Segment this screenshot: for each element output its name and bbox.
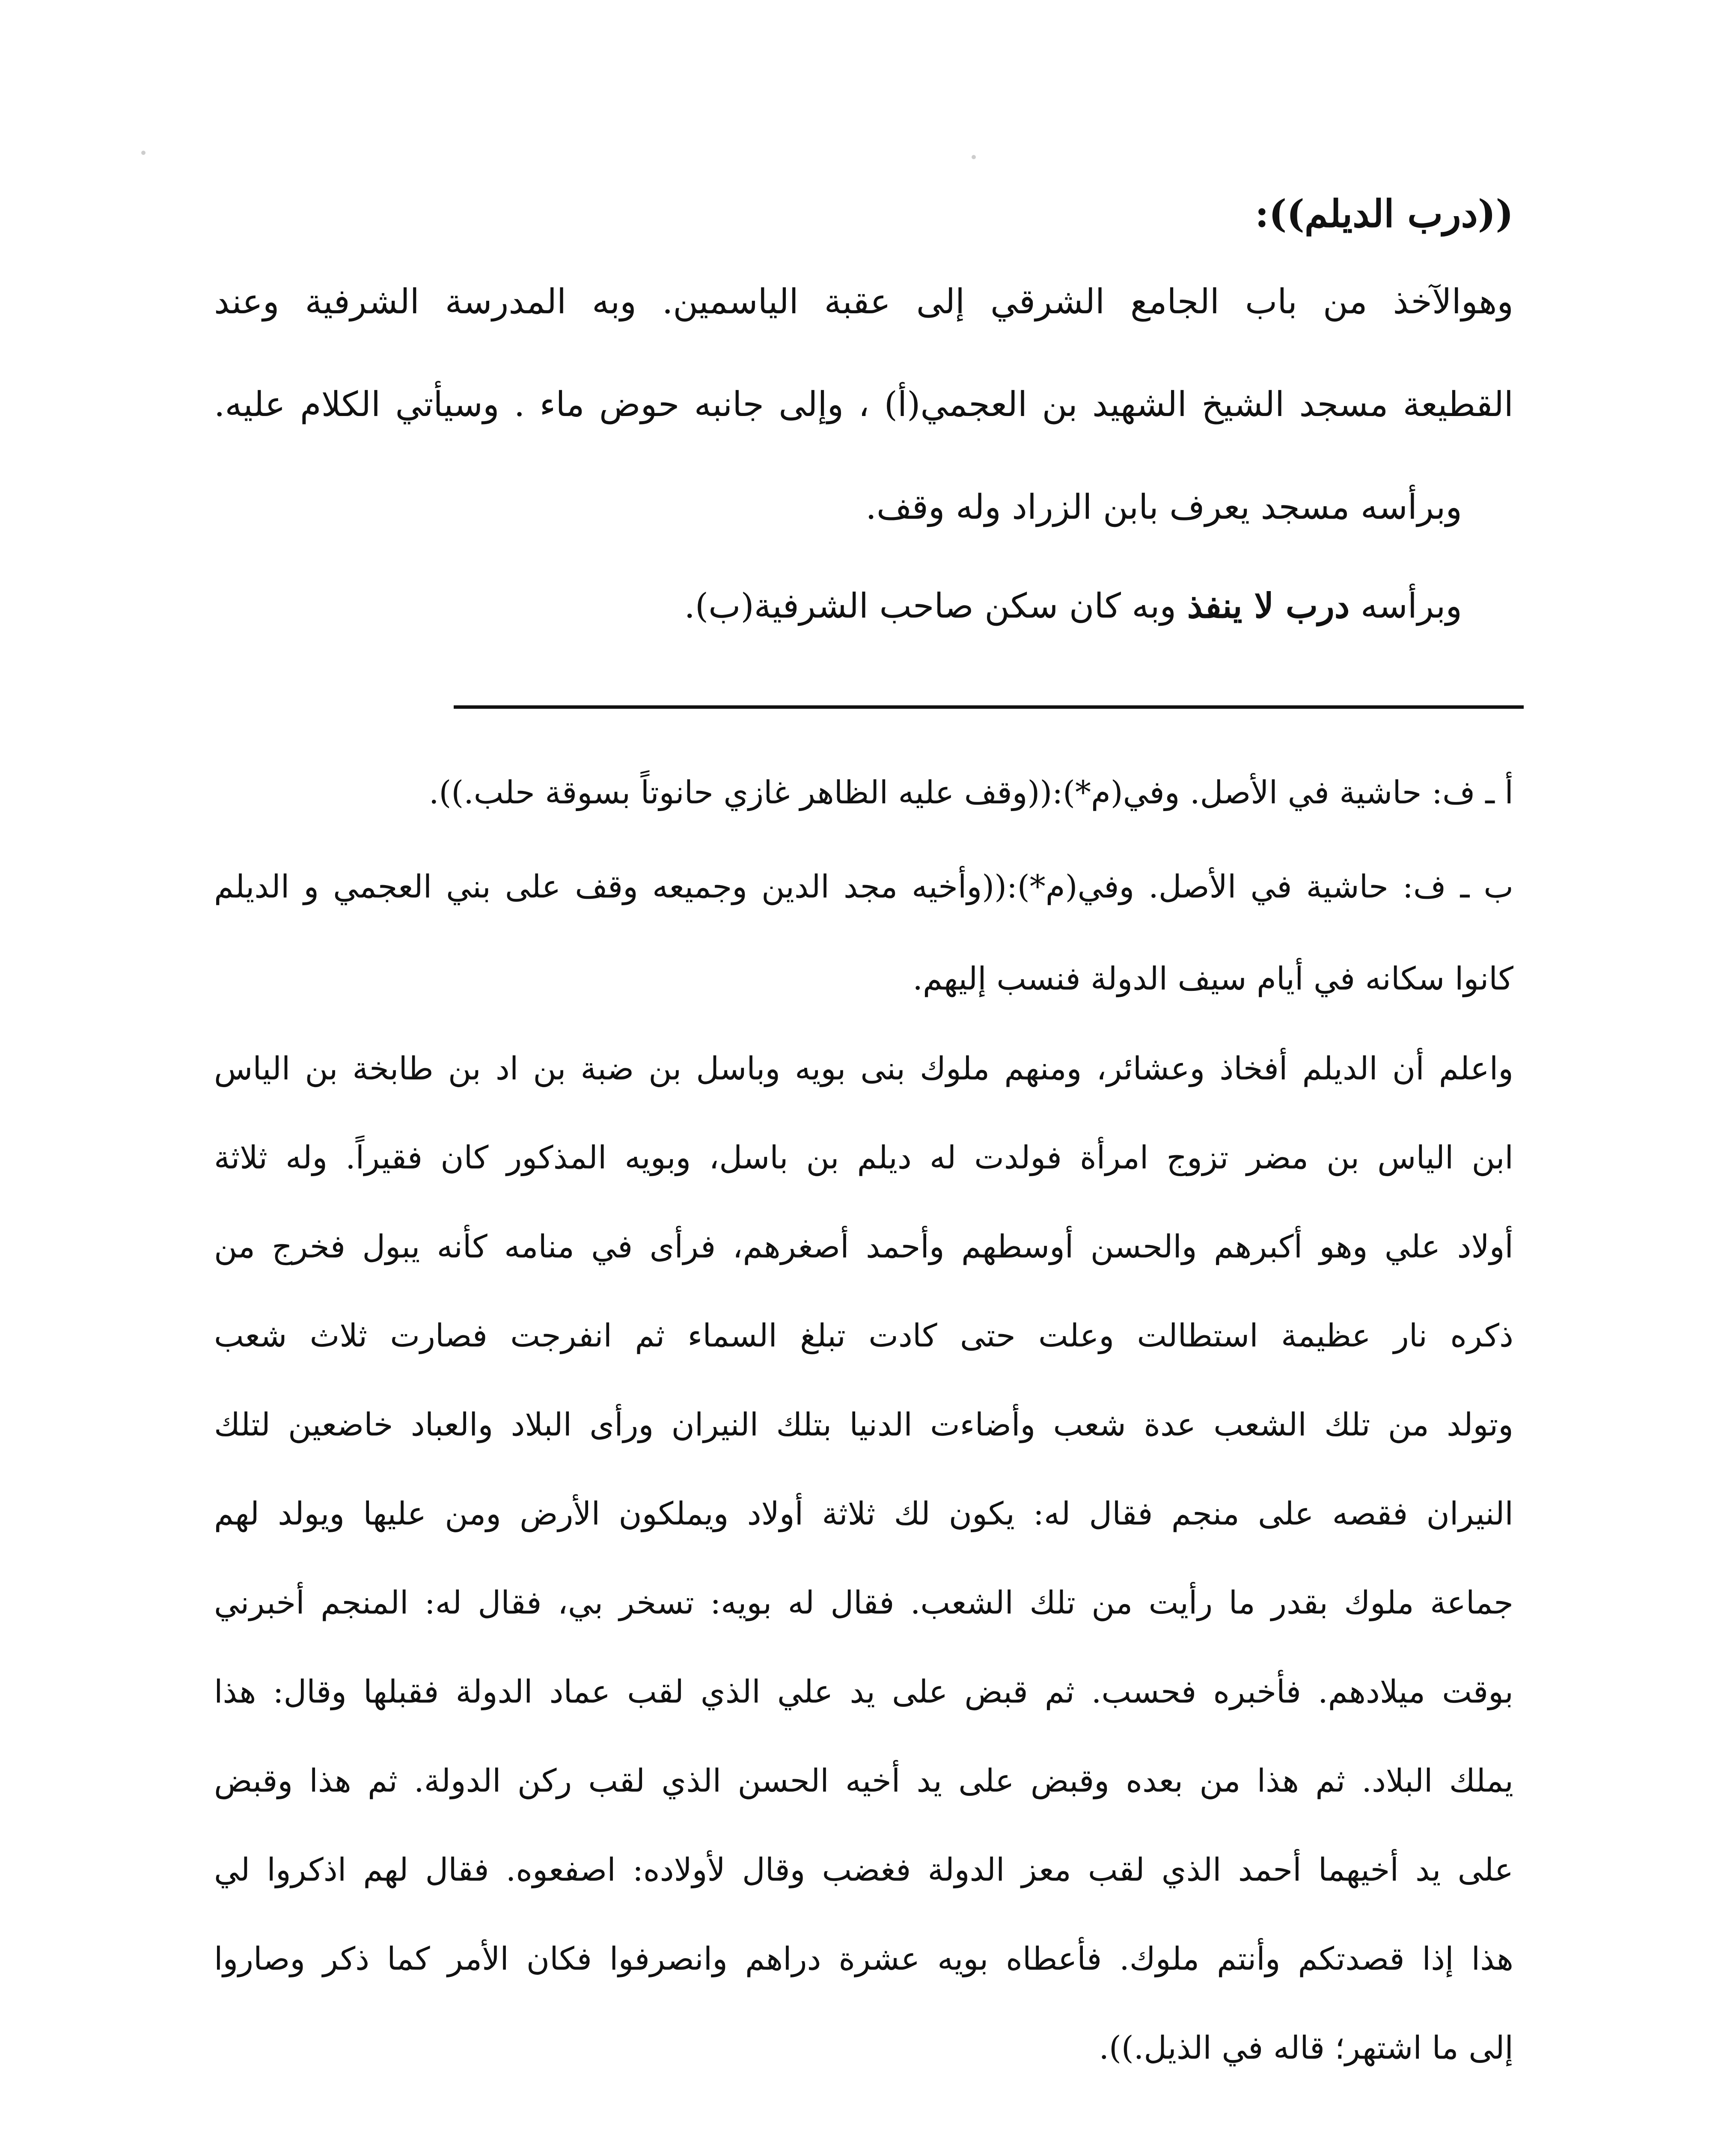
scan-speck [141,151,146,155]
body-line: وبرأسه مسجد يعرف بابن الزراد وله وقف. [865,487,1462,527]
footnote-b: ب ـ ف: حاشية في الأصل. وفي(م*):((وأخيه مجد الدين وجميعه وقف على بني العجمي و الديلم [214,868,1513,905]
footnote-a: أ ـ ف: حاشية في الأصل. وفي(م*):((وقف عليه الظاهر غازي حانوتاً بسوقة حلب.)). [429,774,1513,811]
note-line: واعلم أن الديلم أفخاذ وعشائر، ومنهم ملوك بنى بويه وباسل بن ضبة بن اد بن طابخة بن الياس [214,1050,1513,1087]
note-line: النيران فقصه على منجم فقال له: يكون لك ثلاثة أولاد ويملكون الأرض ومن عليها ويولد لهم [214,1495,1513,1532]
note-line: بوقت ميلادهم. فأخبره فحسب. ثم قبض على يد علي الذي لقب عماد الدولة فقبلها وقال: هذا [214,1673,1513,1710]
scan-speck [972,155,976,159]
footnote-divider [454,705,1524,709]
body-line [214,586,1462,626]
body-line: القطيعة مسجد الشيخ الشهيد بن العجمي(أ) ، وإلى جانبه حوض ماء . وسيأتي الكلام عليه. [214,384,1513,424]
note-line: هذا إذا قصدتكم وأنتم ملوك. فأعطاه بويه عشرة دراهم وانصرفوا فكان الأمر كما ذكر وصاروا [214,1941,1513,1977]
body-text: وبه كان سكن صاحب الشرفية(ب). [684,586,1177,626]
body-text: وبرأسه [1360,586,1462,626]
note-line: على يد أخيهما أحمد الذي لقب معز الدولة فغضب وقال لأولاده: اصفعوه. فقال لهم اذكروا لي [214,1852,1513,1888]
note-line: أولاد علي وهو أكبرهم والحسن أوسطهم وأحمد أصغرهم، فرأى في منامه كأنه يبول فخرج من [214,1228,1513,1265]
body-line: وهوالآخذ من باب الجامع الشرقي إلى عقبة الياسمين. وبه المدرسة الشرفية وعند [214,282,1513,321]
bold-phrase: درب لا ينفذ [1187,586,1350,626]
note-line: ذكره نار عظيمة استطالت وعلت حتى كادت تبلغ السماء ثم انفرجت فصارت ثلاث شعب [214,1317,1513,1354]
note-line: يملك البلاد. ثم هذا من بعده وقبض على يد أخيه الحسن الذي لقب ركن الدولة. ثم هذا وقبض [214,1763,1513,1799]
note-line: ابن الياس بن مضر تزوج امرأة فولدت له ديلم بن باسل، وبويه المذكور كان فقيراً. وله ثلاثة [214,1139,1513,1176]
note-line: إلى ما اشتهر؛ قاله في الذيل.)). [1099,2030,1513,2066]
note-line: جماعة ملوك بقدر ما رأيت من تلك الشعب. فقال له بويه: تسخر بي، فقال له: المنجم أخبرني [214,1584,1513,1621]
footnote-b-continued: كانوا سكانه في أيام سيف الدولة فنسب إليهم. [913,960,1513,997]
section-heading: ((درب الديلم)): [1255,191,1513,236]
note-line: وتولد من تلك الشعب عدة شعب وأضاءت الدنيا بتلك النيران ورأى البلاد والعباد خاضعين لتلك [214,1406,1513,1443]
